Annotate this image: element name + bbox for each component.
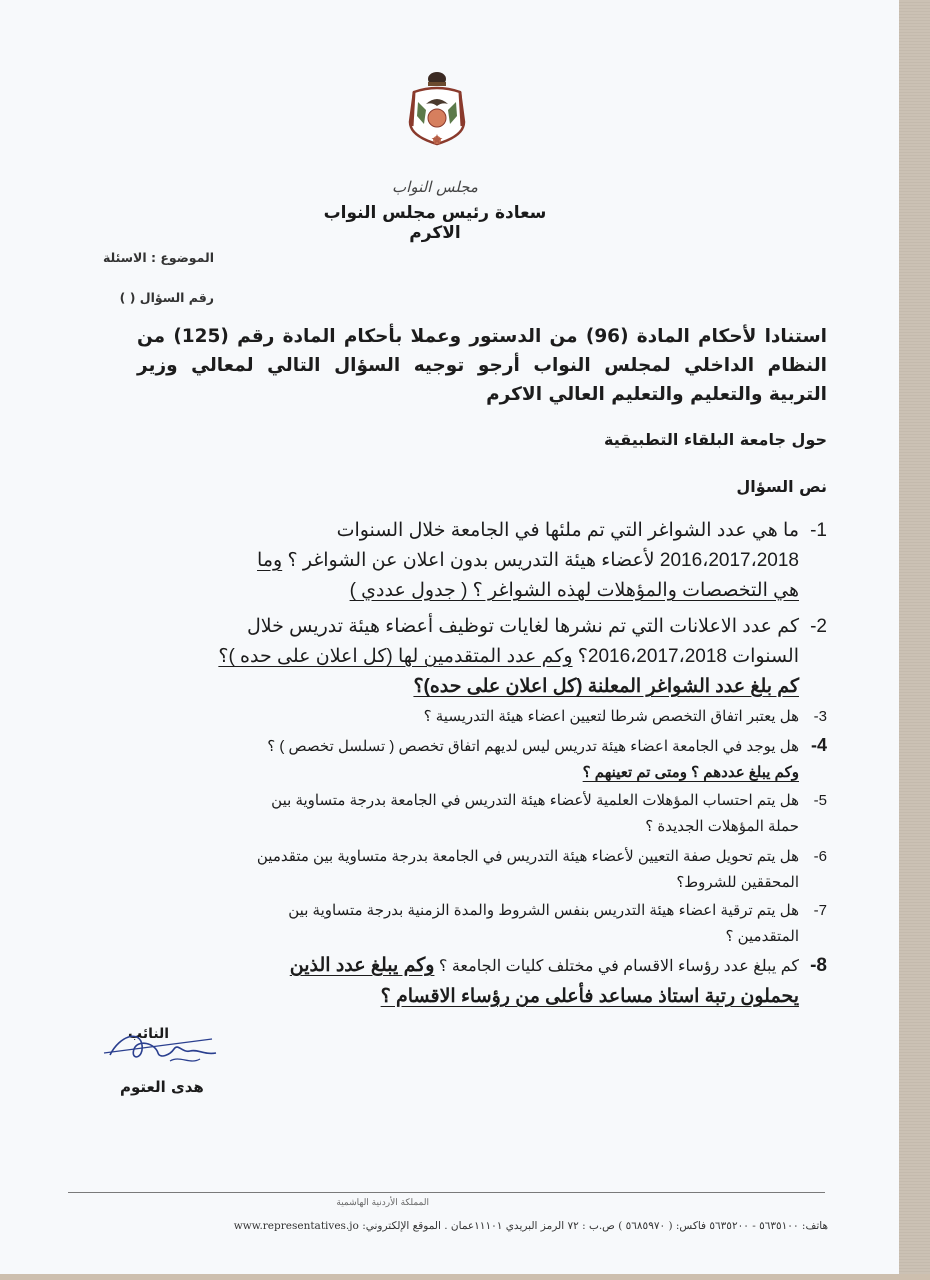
question-line-underlined: وكم عدد المتقدمين لها (كل اعلان على حده )؟: [218, 646, 573, 667]
question-line: ما هي عدد الشواغر التي تم ملئها في الجامعة خلال السنوات: [336, 520, 799, 541]
kingdom-script-logo: المملكة الأردنية الهاشمية: [336, 1198, 429, 1208]
question-line: 2016،2017،2018 لأعضاء هيئة التدريس بدون اعلان عن الشواغر ؟: [282, 550, 799, 571]
question-1: [137, 516, 827, 606]
question-line-bold-underlined: يحملون رتبة استاذ مساعد فأعلى من رؤساء الاقسام ؟: [380, 986, 799, 1007]
question-line: هل يتم تحويل صفة التعيين لأعضاء هيئة التدريس في الجامعة بدرجة متساوية بين متقدمين: [256, 848, 799, 865]
question-line: هل يتم ترقية اعضاء هيئة التدريس بنفس الشروط والمدة الزمنية بدرجة متساوية بين: [288, 902, 799, 919]
question-line: هل يوجد في الجامعة اعضاء هيئة تدريس ليس لديهم اتفاق تخصص ( تسلسل تخصص ) ؟: [267, 738, 799, 755]
signer-name: هدى العتوم: [120, 1078, 204, 1096]
question-line: كم يبلغ عدد رؤساء الاقسام في مختلف كليات الجامعة ؟: [434, 958, 799, 975]
question-line: حملة المؤهلات الجديدة ؟: [645, 818, 799, 835]
question-number: 8-: [810, 955, 827, 976]
question-5: [137, 788, 827, 840]
contact-details: هاتف: ٥٦٣٥١٠٠ - ٥٦٣٥٢٠٠ فاكس: ( ٥٦٨٥٩٧٠ ) ص.ب : ٧٢ الرمز البريدي ١١١٠١عمان . الموقع الإلكتروني:: [358, 1220, 828, 1232]
question-number: 7-: [813, 902, 827, 919]
topic-heading: حول جامعة البلقاء التطبيقية: [603, 430, 827, 449]
subject-label: الموضوع : الاسئلة: [102, 250, 214, 265]
question-line: هل يعتبر اتفاق التخصص شرطا لتعيين اعضاء هيئة التدريسية ؟: [423, 708, 799, 725]
paper-edge-background: [899, 0, 930, 1280]
question-line: كم عدد الاعلانات التي تم نشرها لغايات توظيف أعضاء هيئة تدريس خلال: [246, 616, 799, 637]
question-text-heading: نص السؤال: [736, 477, 827, 496]
handwritten-signature-icon: [100, 1025, 220, 1070]
question-number: 6-: [813, 848, 827, 865]
crown-shield-icon: [404, 70, 470, 152]
question-line: هل يتم احتساب المؤهلات العلمية لأعضاء هيئة التدريس في الجامعة بدرجة متساوية بين: [271, 792, 799, 809]
question-line-bold-underlined: وكم يبلغ عدد الذين: [289, 955, 435, 976]
parliament-logo-script: مجلس النواب: [392, 178, 478, 196]
question-number-label: رقم السؤال ( ): [119, 290, 214, 305]
question-number: 3-: [813, 708, 827, 725]
question-3: [137, 704, 827, 730]
question-line: المتقدمين ؟: [725, 928, 799, 945]
question-number: 4-: [810, 735, 827, 755]
footer-contact-info: [118, 1220, 828, 1232]
coat-of-arms-emblem: [404, 70, 470, 152]
question-4: [137, 732, 827, 786]
footer-divider: [68, 1192, 825, 1193]
question-number: 5-: [813, 792, 827, 809]
question-2: [137, 612, 827, 702]
question-line: المحققين للشروط؟: [676, 874, 799, 891]
question-8: [137, 951, 827, 1012]
question-line-underlined: وما: [257, 550, 283, 571]
website-link[interactable]: www.representatives.jo: [233, 1220, 359, 1232]
question-line-bold-underlined: وكم يبلغ عددهم ؟ ومتى تم تعينهم ؟: [582, 764, 799, 781]
question-6: [137, 844, 827, 896]
question-7: [137, 898, 827, 950]
intro-paragraph: استنادا لأحكام المادة (96) من الدستور وعملا بأحكام المادة رقم (125) من النظام الداخلي لمجلس النواب أرجو توجيه السؤال التالي لمعالي وزير التربية والتعليم والتعليم العالي الاكرم: [137, 326, 828, 405]
question-line: السنوات 2016،2017،2018؟: [572, 646, 799, 667]
scan-bottom-edge: [0, 1274, 930, 1280]
signer-title: النائب: [128, 1026, 170, 1042]
question-number: 2-: [810, 616, 827, 637]
question-number: 1-: [810, 520, 827, 541]
addressee-heading: سعادة رئيس مجلس النواب الاكرم: [323, 203, 547, 243]
question-line-underlined: هي التخصصات والمؤهلات لهذه الشواغر ؟ ( جدول عددي ): [349, 580, 799, 601]
question-line-bold-underlined: كم بلغ عدد الشواغر المعلنة (كل اعلان على حده)؟: [413, 676, 799, 697]
